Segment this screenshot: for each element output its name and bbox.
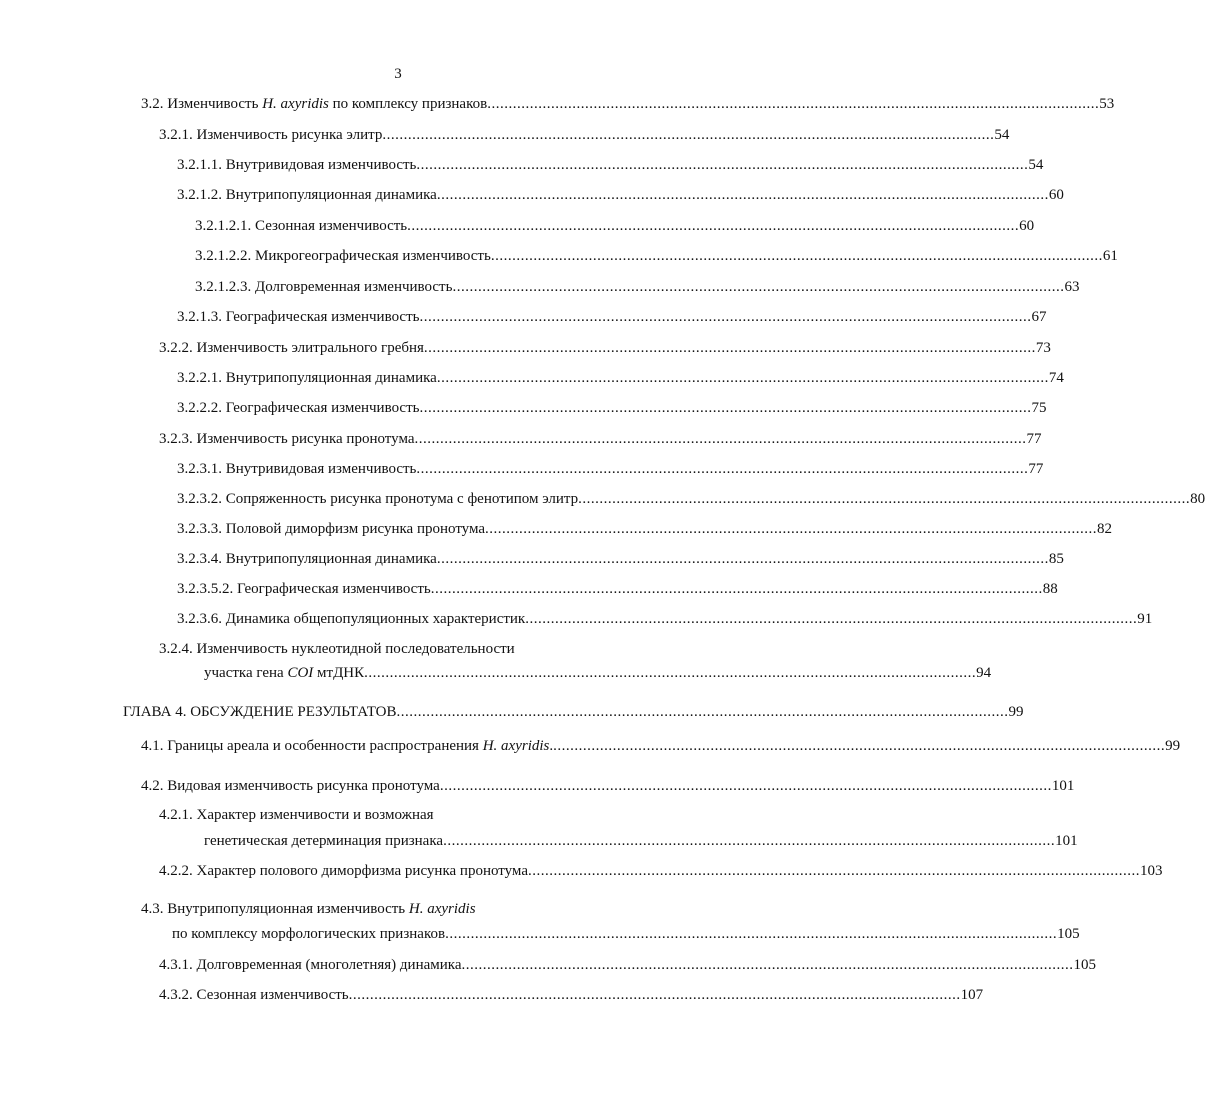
toc-entry-4-2-2[interactable]: 4.2.2. Характер полового диморфизма рисунка пронотума ................................................................................................................................................ 103 [159, 863, 1163, 879]
toc-entry-3-2-1-3[interactable]: 3.2.1.3. Географическая изменчивость ................................................................................................................................................ 67 [177, 309, 1047, 325]
toc-entry-4-2-1-line1[interactable]: 4.2.1. Характер изменчивости и возможная [159, 807, 434, 823]
page-ref: 107 [960, 987, 984, 1003]
page-ref: 77 [1026, 431, 1042, 447]
dot-leader: ................................................................................................................................................ [348, 987, 961, 1003]
dot-leader: ................................................................................................................................................ [443, 833, 1056, 849]
toc-entry-3-2-3-5-2[interactable]: 3.2.3.5.2. Географическая изменчивость ................................................................................................................................................ 88 [177, 581, 1058, 597]
page-ref: 54 [1028, 157, 1044, 173]
toc-entry-4-2[interactable]: 4.2. Видовая изменчивость рисунка пронотума ................................................................................................................................................ 101 [141, 778, 1075, 794]
page-ref: 73 [1035, 340, 1051, 356]
toc-entry-3-2-2[interactable]: 3.2.2. Изменчивость элитрального гребня ................................................................................................................................................ 73 [159, 340, 1051, 356]
dot-leader: ................................................................................................................................................ [439, 778, 1052, 794]
page-ref: 101 [1055, 833, 1078, 849]
toc-entry-3-2-3-3[interactable]: 3.2.3.3. Половой диморфизм рисунка пронотума ................................................................................................................................................ 82 [177, 521, 1113, 537]
dot-leader: ................................................................................................................................................ [525, 611, 1138, 627]
page-ref: 91 [1137, 611, 1153, 627]
page-ref: 103 [1139, 863, 1163, 879]
dot-leader: ................................................................................................................................................ [461, 957, 1074, 973]
toc-entry-3-2-1-2-3[interactable]: 3.2.1.2.3. Долговременная изменчивость ................................................................................................................................................ 63 [195, 279, 1080, 295]
toc-entry-3-2-3-6[interactable]: 3.2.3.6. Динамика общепопуляционных характеристик ................................................................................................................................................ 91 [177, 611, 1153, 627]
toc-entry-3-2-3-2[interactable]: 3.2.3.2. Сопряженность рисунка пронотума с фенотипом элитр ................................................................................................................................................ 80 [177, 491, 1205, 507]
dot-leader: ................................................................................................................................................ [364, 665, 977, 681]
toc-entry-3-2-4-line1[interactable]: 3.2.4. Изменчивость нуклеотидной последовательности [159, 641, 515, 657]
page-ref: 105 [1057, 926, 1080, 942]
toc-entry-3-2-3-4[interactable]: 3.2.3.4. Внутрипопуляционная динамика ................................................................................................................................................ 85 [177, 551, 1064, 567]
dot-leader: ................................................................................................................................................ [452, 279, 1065, 295]
dot-leader: ................................................................................................................................................ [414, 431, 1027, 447]
dot-leader: ................................................................................................................................................ [436, 187, 1049, 203]
page-ref: 74 [1048, 370, 1064, 386]
page-ref: 88 [1042, 581, 1058, 597]
page-ref: 94 [976, 665, 992, 681]
toc-entry-3-2-3[interactable]: 3.2.3. Изменчивость рисунка пронотума ................................................................................................................................................ 77 [159, 431, 1042, 447]
toc-entry-4-3-2[interactable]: 4.3.2. Сезонная изменчивость ................................................................................................................................................ 107 [159, 987, 984, 1003]
dot-leader: ................................................................................................................................................ [436, 370, 1049, 386]
dot-leader: ................................................................................................................................................ [527, 863, 1140, 879]
page-ref: 105 [1073, 957, 1096, 973]
page-ref: 60 [1019, 218, 1035, 234]
toc-entry-4-3[interactable]: по комплексу морфологических признаков ................................................................................................................................................ 105 [172, 926, 1080, 942]
dot-leader: ................................................................................................................................................ [396, 704, 1009, 720]
page-ref: 77 [1028, 461, 1044, 477]
dot-leader: ................................................................................................................................................ [419, 400, 1032, 416]
dot-leader: ................................................................................................................................................ [416, 157, 1029, 173]
toc-entry-4-3-line1[interactable]: 4.3. Внутрипопуляционная изменчивость H. axyridis [141, 901, 476, 917]
page-ref: 99 [1008, 704, 1024, 720]
toc-entry-3-2-1[interactable]: 3.2.1. Изменчивость рисунка элитр ................................................................................................................................................ 54 [159, 127, 1010, 143]
toc-entry-3-2-2-2[interactable]: 3.2.2.2. Географическая изменчивость ................................................................................................................................................ 75 [177, 400, 1047, 416]
toc-entry-3-2-1-1[interactable]: 3.2.1.1. Внутривидовая изменчивость ................................................................................................................................................ 54 [177, 157, 1044, 173]
dot-leader: ................................................................................................................................................ [487, 96, 1100, 112]
page-ref: 53 [1099, 96, 1115, 112]
page-number: 3 [394, 66, 402, 82]
page-ref: 75 [1031, 400, 1047, 416]
toc-entry-3-2[interactable]: 3.2. Изменчивость H. axyridis по комплексу признаков ................................................................................................................................................ 53 [141, 96, 1115, 112]
dot-leader: ................................................................................................................................................ [416, 461, 1029, 477]
dot-leader: ................................................................................................................................................ [430, 581, 1043, 597]
toc-entry-3-2-1-2[interactable]: 3.2.1.2. Внутрипопуляционная динамика ................................................................................................................................................ 60 [177, 187, 1064, 203]
toc-entry-3-2-3-1[interactable]: 3.2.3.1. Внутривидовая изменчивость ................................................................................................................................................ 77 [177, 461, 1044, 477]
page-ref: 67 [1031, 309, 1047, 325]
page-ref: 85 [1048, 551, 1064, 567]
page-ref: 60 [1048, 187, 1064, 203]
toc-entry-4-1[interactable]: 4.1. Границы ареала и особенности распространения H. axyridis. ................................................................................................................................................ 99 [141, 738, 1181, 754]
page-ref: 54 [994, 127, 1010, 143]
dot-leader: ................................................................................................................................................ [578, 491, 1191, 507]
dot-leader: ................................................................................................................................................ [445, 926, 1058, 942]
dot-leader: ................................................................................................................................................ [553, 738, 1166, 754]
toc-entry-chapter-4[interactable]: ГЛАВА 4. ОБСУЖДЕНИЕ РЕЗУЛЬТАТОВ ................................................................................................................................................ 99 [123, 704, 1024, 720]
page-ref: 99 [1165, 738, 1181, 754]
dot-leader: ................................................................................................................................................ [490, 248, 1103, 264]
dot-leader: ................................................................................................................................................ [382, 127, 995, 143]
toc-entry-4-3-1[interactable]: 4.3.1. Долговременная (многолетняя) динамика ................................................................................................................................................ 105 [159, 957, 1096, 973]
page-ref: 61 [1102, 248, 1118, 264]
page-ref: 101 [1051, 778, 1075, 794]
toc-entry-3-2-1-2-2[interactable]: 3.2.1.2.2. Микрогеографическая изменчивость ................................................................................................................................................ 61 [195, 248, 1118, 264]
dot-leader: ................................................................................................................................................ [423, 340, 1036, 356]
toc-entry-3-2-2-1[interactable]: 3.2.2.1. Внутрипопуляционная динамика ................................................................................................................................................ 74 [177, 370, 1064, 386]
toc-entry-3-2-1-2-1[interactable]: 3.2.1.2.1. Сезонная изменчивость ................................................................................................................................................ 60 [195, 218, 1035, 234]
dot-leader: ................................................................................................................................................ [419, 309, 1032, 325]
dot-leader: ................................................................................................................................................ [436, 551, 1049, 567]
page-ref: 63 [1064, 279, 1080, 295]
toc-entry-4-2-1[interactable]: генетическая детерминация признака ................................................................................................................................................ 101 [204, 833, 1078, 849]
dot-leader: ................................................................................................................................................ [407, 218, 1020, 234]
toc-entry-3-2-4[interactable]: участка гена COI мтДНК ................................................................................................................................................ 94 [204, 665, 992, 681]
page-ref: 82 [1097, 521, 1113, 537]
page-ref: 80 [1190, 491, 1205, 507]
dot-leader: ................................................................................................................................................ [485, 521, 1098, 537]
